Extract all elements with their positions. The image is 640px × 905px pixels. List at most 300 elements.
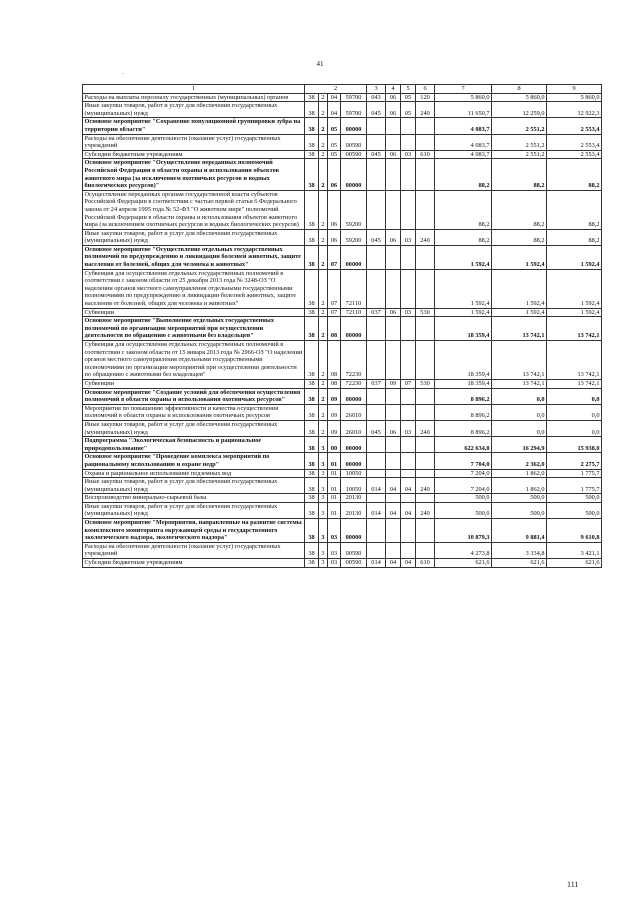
amount-year-3: 1 592,4	[547, 269, 602, 308]
amount-year-3: 5 860,0	[547, 93, 602, 102]
row-name: Осуществление переданных органам государственной власти субъектов Российской Федерации в соответствии с частью первой статьи 6 Федерального закона от 24 апреля 1995 года № 52-ФЗ "О животном мире" полномочий Российской Федерации в области охраны и использования объектов животного мира (за исключением охотничьих ресурсов и водных биологических ресурсов)	[83, 190, 305, 229]
row-name: Основное мероприятие "Выполнение отдельных государственных полномочий по организации мероприятий при осуществлении деятельности по обращению с животными без владельцев"	[83, 317, 305, 341]
code-expense-type: 240	[416, 502, 435, 518]
table-row	[83, 159, 602, 190]
code-activity: 06	[328, 229, 341, 245]
table-row	[83, 404, 602, 420]
table-row	[83, 420, 602, 436]
amount-year-3: 2 553,4	[547, 150, 602, 159]
amount-year-1: 88,2	[435, 190, 492, 229]
code-ministry	[367, 453, 386, 469]
code-section	[386, 159, 401, 190]
amount-year-1: 18 359,4	[435, 317, 492, 341]
table-row	[83, 317, 602, 341]
code-subsection	[401, 542, 416, 558]
code-activity: 04	[328, 102, 341, 118]
amount-year-3: 1 775,7	[547, 478, 602, 494]
code-section	[386, 341, 401, 380]
amount-year-2: 500,0	[492, 494, 547, 503]
table-row	[83, 118, 602, 134]
row-name: Подпрограмма "Экологическая безопасность и рациональное природопользование"	[83, 437, 305, 453]
amount-year-3: 88,2	[547, 229, 602, 245]
header-cell: 9	[547, 85, 602, 94]
amount-year-2: 0,0	[492, 404, 547, 420]
code-section	[386, 453, 401, 469]
header-row	[83, 85, 602, 94]
code-expense-type: 240	[416, 478, 435, 494]
code-program: 38	[305, 404, 319, 420]
code-subprogram: 2	[319, 317, 328, 341]
table-row	[83, 559, 602, 568]
code-program: 38	[305, 420, 319, 436]
code-section	[386, 269, 401, 308]
code-subprogram: 2	[319, 93, 328, 102]
code-subprogram: 3	[319, 437, 328, 453]
amount-year-1: 500,0	[435, 494, 492, 503]
code-ministry: 037	[367, 379, 386, 388]
row-name: Субсидии бюджетным учреждениям	[83, 559, 305, 568]
amount-year-1: 7 204,0	[435, 469, 492, 478]
amount-year-2: 1 592,4	[492, 269, 547, 308]
code-section: 04	[386, 502, 401, 518]
code-program: 38	[305, 453, 319, 469]
code-program: 38	[305, 190, 319, 229]
table-row	[83, 388, 602, 404]
amount-year-2: 1 862,0	[492, 469, 547, 478]
amount-year-3: 1 592,4	[547, 245, 602, 269]
code-direction: 10050	[341, 478, 367, 494]
code-ministry: 045	[367, 150, 386, 159]
scan-mark: .	[122, 70, 124, 76]
code-expense-type	[416, 469, 435, 478]
code-activity: 05	[328, 118, 341, 134]
code-section: 06	[386, 150, 401, 159]
row-name: Основное мероприятие "Сохранение популяционной группировки зубра на территории области"	[83, 118, 305, 134]
code-section: 06	[386, 420, 401, 436]
code-subprogram: 3	[319, 478, 328, 494]
code-ministry: 043	[367, 93, 386, 102]
code-activity: 09	[328, 404, 341, 420]
header-cell: 8	[492, 85, 547, 94]
amount-year-2: 2 362,0	[492, 453, 547, 469]
code-program: 38	[305, 150, 319, 159]
code-subsection: 04	[401, 502, 416, 518]
code-activity: 01	[328, 453, 341, 469]
code-subprogram: 2	[319, 388, 328, 404]
code-section	[386, 388, 401, 404]
code-ministry	[367, 317, 386, 341]
header-cell: 3	[367, 85, 386, 94]
code-activity: 01	[328, 478, 341, 494]
header-cell: 7	[435, 85, 492, 94]
amount-year-1: 7 204,0	[435, 478, 492, 494]
row-name: Иные закупки товаров, работ и услуг для обеспечения государственных (муниципальных) нужд	[83, 478, 305, 494]
code-expense-type	[416, 494, 435, 503]
code-expense-type	[416, 317, 435, 341]
code-subprogram: 2	[319, 341, 328, 380]
amount-year-1: 4 083,7	[435, 118, 492, 134]
code-direction: 72230	[341, 379, 367, 388]
code-ministry	[367, 269, 386, 308]
code-subsection	[401, 469, 416, 478]
code-direction: 10050	[341, 469, 367, 478]
code-ministry	[367, 118, 386, 134]
code-activity: 04	[328, 93, 341, 102]
code-ministry: 045	[367, 420, 386, 436]
code-program: 38	[305, 308, 319, 317]
code-subsection	[401, 519, 416, 543]
code-direction: 59700	[341, 102, 367, 118]
code-section	[386, 317, 401, 341]
code-section	[386, 437, 401, 453]
code-expense-type	[416, 437, 435, 453]
amount-year-2: 2 551,2	[492, 134, 547, 150]
amount-year-1: 7 704,0	[435, 453, 492, 469]
amount-year-2: 621,6	[492, 559, 547, 568]
row-name: Иные закупки товаров, работ и услуг для обеспечения государственных (муниципальных) нужд	[83, 102, 305, 118]
code-subprogram: 3	[319, 559, 328, 568]
table-row	[83, 102, 602, 118]
table-row	[83, 519, 602, 543]
code-subsection	[401, 341, 416, 380]
code-direction: 72110	[341, 308, 367, 317]
code-activity: 05	[328, 150, 341, 159]
amount-year-2: 16 294,9	[492, 437, 547, 453]
row-name: Расходы на обеспечение деятельности (оказание услуг) государственных учреждений	[83, 542, 305, 558]
table-row	[83, 190, 602, 229]
amount-year-1: 11 650,7	[435, 102, 492, 118]
code-direction: 00000	[341, 437, 367, 453]
code-subprogram: 2	[319, 150, 328, 159]
code-section	[386, 469, 401, 478]
code-subsection	[401, 388, 416, 404]
code-program: 38	[305, 519, 319, 543]
code-activity: 03	[328, 559, 341, 568]
code-ministry	[367, 437, 386, 453]
code-subsection: 04	[401, 559, 416, 568]
code-expense-type	[416, 388, 435, 404]
code-expense-type: 240	[416, 102, 435, 118]
row-name: Субвенции	[83, 379, 305, 388]
code-subsection	[401, 134, 416, 150]
code-activity: 06	[328, 159, 341, 190]
code-program: 38	[305, 388, 319, 404]
code-direction: 00000	[341, 519, 367, 543]
code-section	[386, 519, 401, 543]
amount-year-1: 10 879,3	[435, 519, 492, 543]
code-program: 38	[305, 494, 319, 503]
code-program: 38	[305, 159, 319, 190]
table-row	[83, 245, 602, 269]
code-program: 38	[305, 229, 319, 245]
amount-year-3: 13 742,1	[547, 379, 602, 388]
code-expense-type	[416, 134, 435, 150]
code-ministry	[367, 190, 386, 229]
table-row	[83, 341, 602, 380]
budget-table	[82, 84, 602, 568]
code-activity: 06	[328, 190, 341, 229]
code-subsection: 04	[401, 478, 416, 494]
amount-year-1: 1 592,4	[435, 245, 492, 269]
code-subsection	[401, 437, 416, 453]
table-row	[83, 229, 602, 245]
amount-year-1: 500,0	[435, 502, 492, 518]
code-subsection	[401, 190, 416, 229]
row-name: Субвенция для осуществления отдельных государственных полномочий в соответствии с законом области от 25 декабря 2013 года № 3248-ОЗ "О наделении органов местного самоуправления отдельными государственными полномочиями по предупреждению и ликвидации болезней животных, защите населения от болезней, общих для человека и животных"	[83, 269, 305, 308]
code-program: 38	[305, 559, 319, 568]
code-section	[386, 542, 401, 558]
header-cell: 6	[416, 85, 435, 94]
code-subprogram: 2	[319, 420, 328, 436]
code-ministry	[367, 245, 386, 269]
code-ministry	[367, 469, 386, 478]
code-direction: 72230	[341, 341, 367, 380]
code-section: 06	[386, 308, 401, 317]
amount-year-1: 621,6	[435, 559, 492, 568]
code-section	[386, 404, 401, 420]
amount-year-1: 8 896,2	[435, 420, 492, 436]
code-direction: 00000	[341, 245, 367, 269]
code-activity: 09	[328, 420, 341, 436]
code-subsection: 03	[401, 229, 416, 245]
code-expense-type	[416, 341, 435, 380]
code-expense-type	[416, 245, 435, 269]
code-section	[386, 245, 401, 269]
code-subsection: 03	[401, 150, 416, 159]
code-expense-type: 120	[416, 93, 435, 102]
code-ministry: 045	[367, 102, 386, 118]
code-section: 04	[386, 559, 401, 568]
code-activity: 08	[328, 341, 341, 380]
code-subprogram: 2	[319, 404, 328, 420]
table-row	[83, 453, 602, 469]
row-name: Расходы на обеспечение деятельности (оказание услуг) государственных учреждений	[83, 134, 305, 150]
amount-year-2: 3 334,8	[492, 542, 547, 558]
row-name: Основное мероприятие "Осуществление переданных полномочий Российской Федерации в области охраны и использования объектов животного мира (за исключением охотничьих ресурсов и водных биологических ресурсов)"	[83, 159, 305, 190]
row-name: Субсидии бюджетным учреждениям	[83, 150, 305, 159]
code-section: 04	[386, 478, 401, 494]
row-name: Воспроизводство минерально-сырьевой базы	[83, 494, 305, 503]
row-name: Основное мероприятие "Осуществление отдельных государственных полномочий по предупреждению и ликвидации болезней животных, защите населения от болезней, общих для человека и животных"	[83, 245, 305, 269]
code-direction: 59700	[341, 93, 367, 102]
amount-year-2: 13 742,1	[492, 341, 547, 380]
code-section	[386, 134, 401, 150]
code-section	[386, 118, 401, 134]
row-name: Расходы на выплаты персоналу государственных (муниципальных) органов	[83, 93, 305, 102]
row-name: Иные закупки товаров, работ и услуг для обеспечения государственных (муниципальных) нужд	[83, 502, 305, 518]
code-direction: 00590	[341, 542, 367, 558]
code-direction: 20130	[341, 502, 367, 518]
code-subsection	[401, 118, 416, 134]
code-ministry	[367, 404, 386, 420]
header-cell: 1	[83, 85, 305, 94]
code-subsection: 03	[401, 308, 416, 317]
code-activity: 03	[328, 542, 341, 558]
amount-year-3: 500,0	[547, 502, 602, 518]
amount-year-2: 1 862,0	[492, 478, 547, 494]
table-row	[83, 93, 602, 102]
code-subsection	[401, 159, 416, 190]
amount-year-3: 3 421,1	[547, 542, 602, 558]
code-ministry: 014	[367, 559, 386, 568]
code-expense-type: 610	[416, 559, 435, 568]
amount-year-1: 622 634,8	[435, 437, 492, 453]
amount-year-3: 2 275,7	[547, 453, 602, 469]
amount-year-2: 13 742,1	[492, 379, 547, 388]
code-activity: 08	[328, 317, 341, 341]
amount-year-1: 88,2	[435, 159, 492, 190]
code-direction: 00590	[341, 134, 367, 150]
code-expense-type	[416, 453, 435, 469]
code-section	[386, 190, 401, 229]
code-direction: 26010	[341, 404, 367, 420]
code-program: 38	[305, 317, 319, 341]
code-program: 38	[305, 437, 319, 453]
code-expense-type: 530	[416, 308, 435, 317]
table-row	[83, 494, 602, 503]
amount-year-3: 0,0	[547, 404, 602, 420]
code-expense-type: 240	[416, 420, 435, 436]
amount-year-1: 18 359,4	[435, 379, 492, 388]
amount-year-3: 88,2	[547, 190, 602, 229]
code-subsection	[401, 494, 416, 503]
code-subsection: 07	[401, 379, 416, 388]
amount-year-3: 15 938,0	[547, 437, 602, 453]
code-direction: 00000	[341, 317, 367, 341]
code-ministry: 014	[367, 478, 386, 494]
amount-year-1: 8 896,2	[435, 404, 492, 420]
row-name: Основное мероприятие "Создание условий для обеспечения осуществления полномочий в области охраны и использования охотничьих ресурсов"	[83, 388, 305, 404]
table-row	[83, 269, 602, 308]
header-cell: 5	[401, 85, 416, 94]
code-activity: 01	[328, 469, 341, 478]
amount-year-1: 88,2	[435, 229, 492, 245]
code-activity: 05	[328, 134, 341, 150]
code-subsection	[401, 245, 416, 269]
amount-year-2: 0,0	[492, 420, 547, 436]
code-direction: 00000	[341, 453, 367, 469]
amount-year-3: 88,2	[547, 159, 602, 190]
table-row	[83, 502, 602, 518]
code-section: 06	[386, 102, 401, 118]
code-activity: 07	[328, 245, 341, 269]
amount-year-1: 5 860,0	[435, 93, 492, 102]
code-direction: 00000	[341, 118, 367, 134]
row-name: Охрана и рациональное использование подземных вод	[83, 469, 305, 478]
code-ministry	[367, 134, 386, 150]
code-subsection	[401, 404, 416, 420]
amount-year-3: 12 922,3	[547, 102, 602, 118]
code-subprogram: 2	[319, 379, 328, 388]
table-row	[83, 542, 602, 558]
code-expense-type	[416, 190, 435, 229]
code-subprogram: 2	[319, 190, 328, 229]
code-subprogram: 2	[319, 102, 328, 118]
table-row	[83, 469, 602, 478]
code-subprogram: 3	[319, 542, 328, 558]
amount-year-2: 88,2	[492, 190, 547, 229]
code-subprogram: 2	[319, 229, 328, 245]
code-subprogram: 2	[319, 308, 328, 317]
table-row	[83, 478, 602, 494]
amount-year-3: 500,0	[547, 494, 602, 503]
amount-year-2: 13 742,1	[492, 317, 547, 341]
code-section: 06	[386, 93, 401, 102]
code-direction: 20130	[341, 494, 367, 503]
code-activity: 07	[328, 308, 341, 317]
amount-year-2: 2 551,2	[492, 150, 547, 159]
row-name: Основное мероприятие "Проведение комплекса мероприятий по рациональному использованию и охране недр"	[83, 453, 305, 469]
amount-year-3: 9 610,8	[547, 519, 602, 543]
code-subsection: 03	[401, 420, 416, 436]
code-direction: 26010	[341, 420, 367, 436]
amount-year-3: 1 775,7	[547, 469, 602, 478]
code-section: 06	[386, 229, 401, 245]
amount-year-1: 1 592,4	[435, 308, 492, 317]
code-activity: 09	[328, 388, 341, 404]
amount-year-2: 5 860,0	[492, 93, 547, 102]
footer-number: 111	[567, 880, 579, 889]
code-subsection: 05	[401, 93, 416, 102]
code-activity: 00	[328, 437, 341, 453]
amount-year-1: 1 592,4	[435, 269, 492, 308]
amount-year-3: 2 553,4	[547, 134, 602, 150]
amount-year-3: 0,0	[547, 420, 602, 436]
amount-year-2: 88,2	[492, 159, 547, 190]
code-expense-type: 610	[416, 150, 435, 159]
code-program: 38	[305, 478, 319, 494]
code-direction: 00000	[341, 388, 367, 404]
header-cell: 4	[386, 85, 401, 94]
code-subprogram: 2	[319, 245, 328, 269]
code-program: 38	[305, 542, 319, 558]
code-program: 38	[305, 502, 319, 518]
amount-year-3: 621,6	[547, 559, 602, 568]
code-subprogram: 2	[319, 118, 328, 134]
code-direction: 72110	[341, 269, 367, 308]
amount-year-2: 1 592,4	[492, 245, 547, 269]
page-number: 41	[316, 60, 324, 68]
amount-year-3: 13 742,1	[547, 341, 602, 380]
code-subsection	[401, 317, 416, 341]
table-row	[83, 437, 602, 453]
amount-year-3: 1 592,4	[547, 308, 602, 317]
code-ministry	[367, 388, 386, 404]
amount-year-2: 500,0	[492, 502, 547, 518]
amount-year-2: 12 259,0	[492, 102, 547, 118]
table-row	[83, 379, 602, 388]
code-expense-type	[416, 519, 435, 543]
code-section: 09	[386, 379, 401, 388]
code-program: 38	[305, 379, 319, 388]
code-ministry	[367, 542, 386, 558]
code-program: 38	[305, 469, 319, 478]
amount-year-2: 9 881,4	[492, 519, 547, 543]
code-direction: 59200	[341, 190, 367, 229]
code-direction: 00590	[341, 150, 367, 159]
code-section	[386, 494, 401, 503]
amount-year-2: 0,0	[492, 388, 547, 404]
code-expense-type	[416, 269, 435, 308]
row-name: Мероприятия по повышению эффективности и качества осуществления полномочий в области охраны и использования охотничьих ресурсов	[83, 404, 305, 420]
code-subprogram: 3	[319, 453, 328, 469]
code-ministry	[367, 519, 386, 543]
row-name: Основное мероприятие "Мероприятия, направленные на развитие системы комплексного мониторинга окружающей среды и государственного экологического надзора, экологического надзора"	[83, 519, 305, 543]
amount-year-3: 13 742,1	[547, 317, 602, 341]
row-name: Иные закупки товаров, работ и услуг для обеспечения государственных (муниципальных) нужд	[83, 420, 305, 436]
code-ministry	[367, 494, 386, 503]
code-subprogram: 2	[319, 159, 328, 190]
